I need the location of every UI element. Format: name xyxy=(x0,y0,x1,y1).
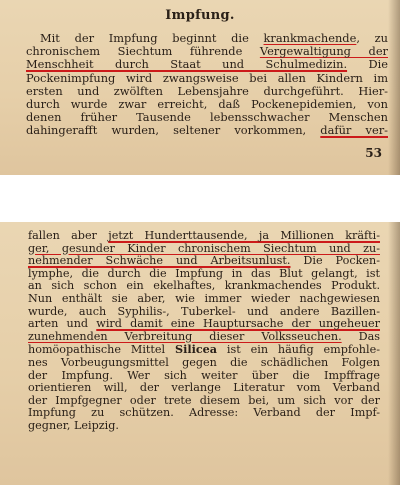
bottom-book-page xyxy=(0,222,400,485)
text-line: arten und wird damit eine Hauptursache der ungeheuer xyxy=(28,318,380,331)
top-paragraph xyxy=(26,32,388,138)
red-underline: Menschheit durch Staat und Schulmedizin. xyxy=(26,58,348,72)
red-underline: zunehmenden Verbreitung dieser Volksseuchen. xyxy=(28,330,342,343)
text-line: durch wurde zwar erreicht, daß Pockenepidemien, von xyxy=(26,98,388,112)
text-line: lymphe, die durch die Impfung in das Blut gelangt, ist xyxy=(28,267,380,280)
text-line: nehmender Schwäche und Arbeitsunlust. Die Pocken- xyxy=(28,255,380,268)
text-line: homöopathische Mittel Silicea ist ein häufig empfohle- xyxy=(28,343,380,357)
red-underline: nehmender Schwäche und Arbeitsunlust. xyxy=(28,255,291,268)
page-edge-shadow xyxy=(388,222,400,485)
text-line: Menschheit durch Staat und Schulmedizin. Die xyxy=(26,58,388,72)
text-line: zunehmenden Verbreitung dieser Volksseuchen. Das xyxy=(28,330,380,343)
text-line: der Impfgegner oder trete diesem bei, um sich vor der xyxy=(28,394,380,407)
page-edge-shadow xyxy=(388,0,400,175)
text-line: wurde, auch Syphilis-, Tuberkel- und andere Bazillen- xyxy=(28,305,380,318)
text-line: Pockenimpfung wird zwangsweise bei allen Kindern im xyxy=(26,71,388,85)
red-underline: Vergewaltigung der xyxy=(259,45,388,59)
text-line: der Impfung. Wer sich weiter über die Impffrage xyxy=(28,369,380,382)
text-line: ersten und zwölften Lebensjahre durchgeführt. Hier- xyxy=(26,84,388,98)
page-gap xyxy=(0,175,400,222)
text-line: nes Vorbeugungsmittel gegen die schädlichen Folgen xyxy=(28,356,380,369)
text-line: an sich schon ein ekelhaftes, krankmachendes Produkt. xyxy=(28,280,380,293)
text-line xyxy=(28,243,380,256)
red-underline: wird damit eine Hauptursache der ungeheuer xyxy=(96,318,380,331)
text-line: Impfung zu schützen. Adresse: Verband der Impf- xyxy=(28,407,380,420)
text-line: gegner, Leipzig. xyxy=(28,419,119,432)
page-heading: Impfung. xyxy=(165,8,235,23)
bottom-paragraph xyxy=(28,230,380,433)
text-line: chronischem Siechtum führende Vergewaltigung der xyxy=(26,45,388,59)
page-number: 53 xyxy=(365,146,382,160)
text-line: fallen aber jetzt Hunderttausende, ja Millionen kräfti- xyxy=(28,230,380,242)
text-line: orientieren will, der verlange Literatur vom Verband xyxy=(28,382,380,395)
text-line: Nun enthält sie aber, wie immer wieder nachgewiesen xyxy=(28,292,380,305)
red-underline: krankmachende xyxy=(263,32,357,45)
red-underline: ger, gesunder Kinder chronischem Siechtum und zu- xyxy=(28,242,380,255)
text-line: dahingerafft wurden, seltener vorkommen, dafür ver- xyxy=(26,124,388,138)
text-line: denen früher Tausende lebensschwacher Menschen xyxy=(26,111,388,125)
red-underline: jetzt Hunderttausende, ja Millionen kräfti- xyxy=(108,230,380,242)
top-book-page xyxy=(0,0,400,175)
emphasized-word: Silicea xyxy=(175,343,218,357)
red-underline: dafür ver- xyxy=(320,124,388,138)
text-line: Mit der Impfung beginnt die krankmachende, zu xyxy=(40,32,388,45)
